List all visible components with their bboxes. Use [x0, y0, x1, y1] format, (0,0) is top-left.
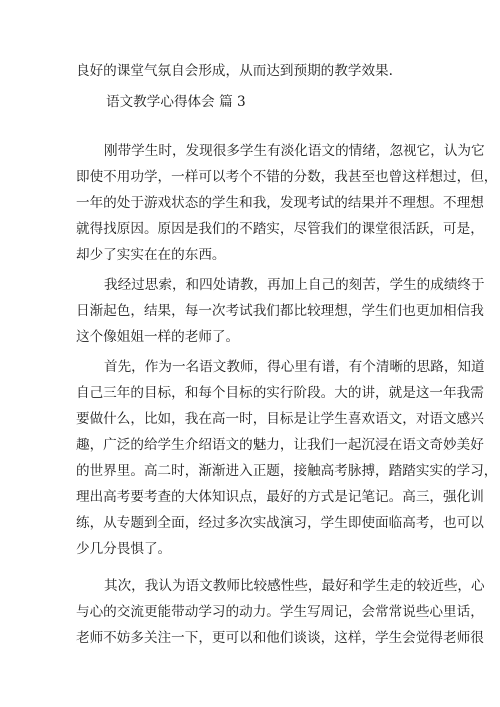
text-line: 趣，广泛的给学生介绍语文的魅力，让我们一起沉浸在语文奇妙美好: [76, 437, 484, 453]
text-line: 其次，我认为语文教师比较感性些，最好和学生走的较近些，心: [104, 578, 485, 594]
text-line: 要做什么，比如，我在高一时，目标是让学生喜欢语文，对语文感兴: [76, 411, 484, 427]
text-line: 这个像姐姐一样的老师了。: [76, 329, 240, 345]
paragraph-1: [76, 138, 498, 268]
text-line: 理出高考要考查的大体知识点，最好的方式是记笔记。高三，强化训: [76, 489, 484, 505]
text-line: 我经过思索，和四处请教，再加上自己的刻苦，学生的成绩终于: [104, 277, 485, 293]
text-line: 与心的交流更能带动学习的动力。学生写周记，会常常说些心里话，: [76, 604, 484, 620]
text-line: 刚带学生时，发现很多学生有淡化语文的情绪，忽视它，认为它: [104, 143, 485, 159]
text-line: 却少了实实在在的东西。: [76, 247, 226, 263]
paragraph-2: [76, 272, 485, 350]
opening-paragraph: [76, 58, 432, 84]
text-line: 日渐起色，结果，每一次考试我们都比较理想，学生们也更加相信我: [76, 303, 484, 319]
text-line: 即使不用功学，一样可以考个不错的分数，我甚至也曾这样想过，但，: [76, 169, 498, 185]
text-line: 少几分畏惧了。: [76, 541, 172, 557]
text-line: 的世界里。高二时，渐渐进入正题，接触高考脉搏，踏踏实实的学习，: [76, 463, 498, 479]
text-line: 一年的处于游戏状态的学生和我，发现考试的结果并不理想。不理想: [76, 195, 484, 211]
paragraph-4: [76, 573, 485, 651]
text-line: 练，从专题到全面，经过多次实战演习，学生即使面临高考，也可以: [76, 515, 484, 531]
text-line: 良好的课堂气氛自会形成，从而达到预期的教学效果.: [76, 63, 393, 79]
text-line: 就得找原因。原因是我们的不踏实，尽管我们的课堂很活跃，可是，: [76, 221, 484, 237]
section-heading-block: [76, 89, 432, 115]
text-line: 自己三年的目标，和每个目标的实行阶段。大的讲，就是这一年我需: [76, 385, 484, 401]
paragraph-3: [76, 354, 498, 562]
text-line: 首先，作为一名语文教师，得心里有谱，有个清晰的思路，知道: [104, 359, 485, 375]
text-line: 老师不妨多关注一下，更可以和他们谈谈，这样，学生会觉得老师很: [76, 630, 484, 646]
section-heading: 语文教学心得体会 篇 3: [106, 94, 246, 110]
